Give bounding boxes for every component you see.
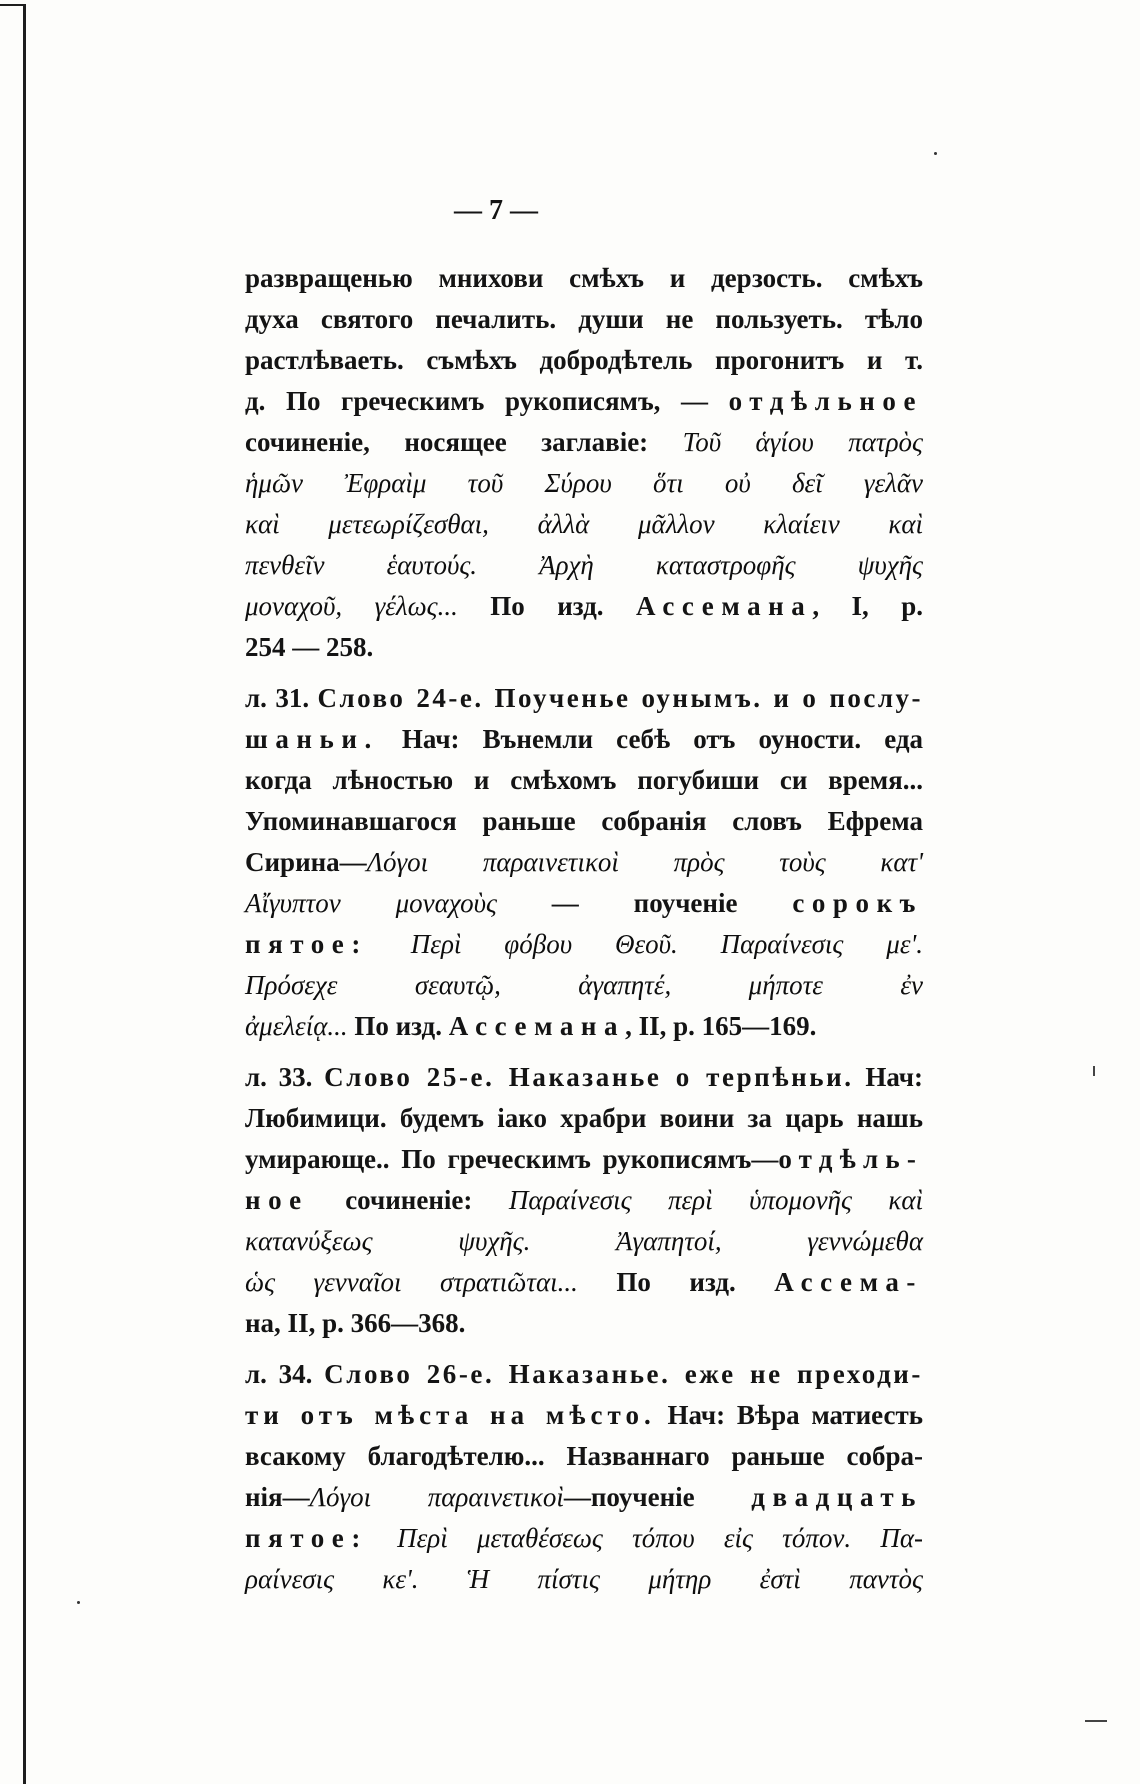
russian-text: развращенью мнихови смѣхъ и дерзость. смѣхъ [245, 263, 923, 293]
russian-text: д. По греческимъ рукописямъ, — [245, 386, 729, 416]
text-line-content [245, 1559, 923, 1600]
spaced-emphasis-text: Слово 24-е. Поученье оунымъ. и о послу- [317, 683, 923, 713]
spaced-emphasis-text: отдѣль- [778, 1144, 923, 1174]
greek-text: Περὶ μεταθέσεως τόπου εἰς τόπον. Πα- [367, 1523, 923, 1553]
text-line-content [245, 1354, 923, 1395]
text-line [245, 299, 923, 340]
text-line [245, 678, 923, 719]
text-line-content [245, 422, 923, 463]
text-line [245, 1098, 923, 1139]
greek-text: ἡμῶν Ἐφραὶμ τοῦ Σύρου ὅτι οὐ δεῖ γελᾶν [245, 468, 923, 498]
russian-text: умирающе.. По греческимъ рукописямъ— [245, 1144, 779, 1174]
entry-paragraph [245, 258, 923, 668]
text-line [245, 842, 923, 883]
text-line-content [245, 1262, 923, 1303]
text-line [245, 463, 923, 504]
text-line [245, 258, 923, 299]
greek-text: μοναχοῦ, γέλως... [245, 591, 458, 621]
spaced-emphasis-text: пятое: [245, 929, 368, 959]
russian-text: Нач: [853, 1062, 923, 1092]
text-line-content [245, 1436, 923, 1477]
text-line [245, 1262, 923, 1303]
text-line-content [245, 678, 923, 719]
text-line [245, 1139, 923, 1180]
text-line-content [245, 883, 923, 924]
text-line [245, 1354, 923, 1395]
text-line-content [245, 1098, 923, 1139]
spaced-emphasis-text: отдѣльное [728, 386, 923, 416]
greek-text: πενθεῖν ἑαυτούς. Ἀρχὴ καταστροφῆς ψυχῆς [245, 550, 923, 580]
russian-text: По изд. [347, 1011, 449, 1041]
spaced-emphasis-text: Слово 25-е. Наказанье о терпѣньи. [324, 1062, 854, 1092]
greek-text: Τοῦ ἁγίου πατρὸς [682, 427, 923, 457]
text-line-content [245, 340, 923, 381]
spaced-emphasis-text: сорокъ [792, 888, 923, 918]
text-line [245, 1518, 923, 1559]
scan-edge-line [23, 4, 26, 1784]
text-line [245, 1395, 923, 1436]
text-line [245, 1221, 923, 1262]
text-line [245, 545, 923, 586]
text-line-content [245, 1477, 923, 1518]
spaced-emphasis-text: Ассемана [448, 1011, 626, 1041]
scan-speck [934, 152, 937, 155]
text-line-content [245, 965, 923, 1006]
text-line [245, 340, 923, 381]
russian-text: Сирина— [245, 847, 367, 877]
text-line-content [245, 1139, 923, 1180]
text-line [245, 883, 923, 924]
text-line [245, 965, 923, 1006]
spaced-emphasis-text: Ассемана [635, 591, 813, 621]
russian-text: л. 34. [245, 1359, 325, 1389]
russian-text: нія— [245, 1482, 310, 1512]
text-line [245, 1006, 923, 1047]
text-line-content [245, 842, 923, 883]
text-line-content [245, 1180, 923, 1221]
russian-text: л. 31. [245, 683, 318, 713]
russian-text: 254 — 258. [245, 632, 374, 662]
entry-paragraph [245, 1354, 923, 1600]
text-line [245, 586, 923, 627]
text-line [245, 801, 923, 842]
spaced-emphasis-text: Слово 26-е. Наказанье. еже не преходи- [324, 1359, 923, 1389]
text-line [245, 1303, 923, 1344]
scan-speck [77, 1601, 80, 1604]
russian-text: По изд. [577, 1267, 775, 1297]
text-line-content [245, 1057, 923, 1098]
entry-paragraph [245, 1057, 923, 1344]
scan-speck [1093, 1066, 1095, 1076]
greek-text: Περὶ φόβου Θεοῦ. Παραίνεσις μεʹ. [367, 929, 923, 959]
text-line [245, 924, 923, 965]
text-line-content [245, 1006, 816, 1047]
spaced-emphasis-text: ное [245, 1185, 309, 1215]
text-line [245, 1477, 923, 1518]
text-line [245, 422, 923, 463]
greek-text: Παραίνεσις περὶ ὑπομονῆς καὶ [508, 1185, 923, 1215]
greek-text: Λόγοι παραινετικοὶ [309, 1482, 564, 1512]
greek-text: ἀμελείᾳ... [245, 1011, 348, 1041]
greek-text: Λόγοι παραινετικοὶ πρὸς τοὺς κατ' [366, 847, 923, 877]
text-line-content [245, 545, 923, 586]
text-line-content [245, 924, 923, 965]
text-line-content [245, 801, 923, 842]
text-line-content [245, 760, 923, 801]
russian-text: Упоминавшагося раньше собранія словъ Ефрема [245, 806, 923, 836]
greek-text: ραίνεσις κεʹ. Ἡ πίστις μήτηρ ἐστὶ παντὸς [245, 1564, 923, 1594]
text-line [245, 719, 923, 760]
spaced-emphasis-text: шаньи. [245, 724, 379, 754]
russian-text: , I, p. [812, 591, 923, 621]
russian-text: Любимици. будемъ іако храбри воини за царь нашь [245, 1103, 923, 1133]
greek-text: κατανύξεως ψυχῆς. Ἀγαπητοί, γεννώμεθα [245, 1226, 923, 1256]
greek-text: καὶ μετεωρίζεσθαι, ἀλλὰ μᾶλλον κλαίειν καὶ [245, 509, 923, 539]
text-line [245, 1057, 923, 1098]
text-line [245, 504, 923, 545]
text-line [245, 760, 923, 801]
text-line [245, 381, 923, 422]
russian-text: , II, p. 165—169. [625, 1011, 817, 1041]
russian-text: Нач: Вѣра матиесть [655, 1400, 923, 1430]
spaced-emphasis-text: ти отъ мѣста на мѣсто. [245, 1400, 656, 1430]
russian-text: на, II, p. 366—368. [245, 1308, 466, 1338]
russian-text: растлѣваеть. съмѣхъ добродѣтель прогонитъ и т. [245, 345, 923, 375]
russian-text: По изд. [457, 591, 636, 621]
document-body-text [245, 258, 923, 1600]
spaced-emphasis-text: двадцать [751, 1482, 924, 1512]
spaced-emphasis-text: Ассема- [774, 1267, 923, 1297]
text-line-content [245, 719, 923, 760]
russian-text: Нач: Вънемли себѣ отъ оуности. еда [378, 724, 923, 754]
russian-text: —поученіе [563, 1482, 752, 1512]
text-line-content [245, 586, 923, 627]
text-line-content [245, 463, 923, 504]
page-number: — 7 — [454, 195, 538, 226]
text-line [245, 1436, 923, 1477]
text-line-content [245, 299, 923, 340]
text-line-content [245, 1518, 923, 1559]
spaced-emphasis-text: пятое: [245, 1523, 368, 1553]
text-line-content [245, 504, 923, 545]
text-line-content [245, 381, 923, 422]
russian-text: всакому благодѣтелю... Названнаго раньше собра- [245, 1441, 923, 1471]
russian-text: сочиненіе, носящее заглавіе: [245, 427, 683, 457]
greek-text: ὡς γενναῖοι στρατιῶται... [245, 1267, 578, 1297]
text-line-content [245, 258, 923, 299]
text-line-content [245, 1303, 465, 1344]
russian-text: когда лѣностью и смѣхомъ погубиши си время... [245, 765, 923, 795]
russian-text: духа святого печалить. души не пользуеть. тѣло [245, 304, 923, 334]
russian-text: л. 33. [245, 1062, 325, 1092]
text-line [245, 1180, 923, 1221]
russian-text: сочиненіе: [308, 1185, 509, 1215]
scan-edge-corner [0, 4, 26, 6]
text-line-content [245, 627, 373, 668]
text-line [245, 627, 923, 668]
text-line [245, 1559, 923, 1600]
russian-text: — поученіе [496, 888, 793, 918]
scan-speck [1085, 1720, 1107, 1722]
greek-text: Αἴγυπτον μοναχοὺς [245, 888, 497, 918]
entry-paragraph [245, 678, 923, 1047]
greek-text: Πρόσεχε σεαυτῷ, ἀγαπητέ, μήποτε ἐν [245, 970, 923, 1000]
text-line-content [245, 1221, 923, 1262]
text-line-content [245, 1395, 923, 1436]
